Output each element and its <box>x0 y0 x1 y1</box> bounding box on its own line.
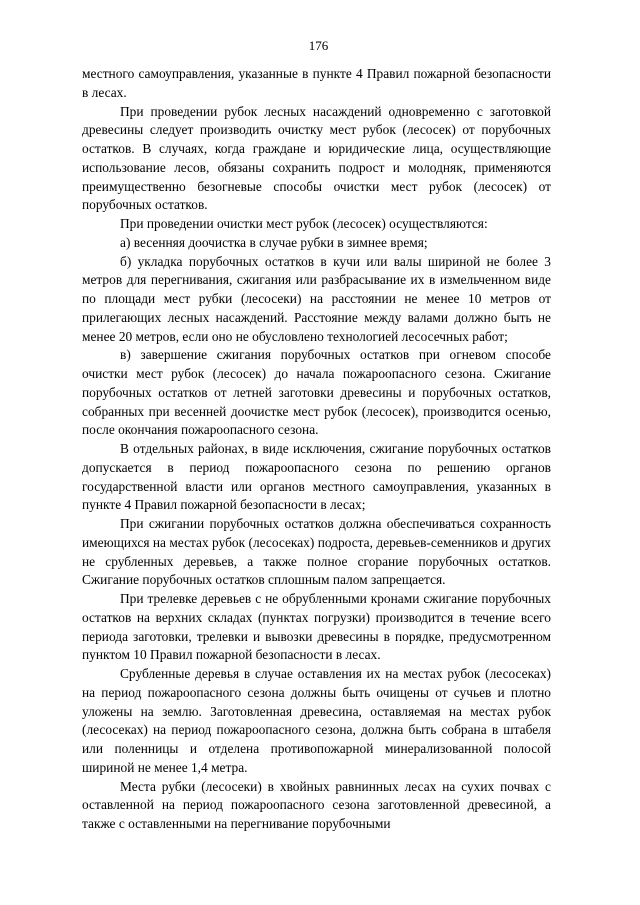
paragraph: местного самоуправления, указанные в пункте 4 Правил пожарной безопасности в лесах. <box>82 66 551 100</box>
paragraph: Срубленные деревья в случае оставления их на местах рубок (лесосеках) на период пожароопасного сезона должны быть очищены от сучьев и плотно уложены на землю. Заготовленная древесина, оставляемая на местах рубок (лесосеках) на период пожароопасного сезона, должна быть собрана в штабеля или поленницы и отделена противопожарной минерализованной полосой шириной не менее 1,4 метра. <box>82 666 551 775</box>
body-text <box>82 65 551 834</box>
list-item: а) весенняя доочистка в случае рубки в зимнее время; <box>120 234 428 250</box>
paragraph: В отдельных районах, в виде исключения, сжигание порубочных остатков допускается в период пожароопасного сезона по решению органов государственной власти или органов местного самоуправления, указанных в пункте 4 Правил пожарной безопасности в лесах; <box>82 441 551 513</box>
paragraph: При сжигании порубочных остатков должна обеспечиваться сохранность имеющихся на местах рубок (лесосеках) подроста, деревьев-семенников и других не срубленных деревьев, а также полное сгорание порубочных остатков. Сжигание порубочных остатков сплошным палом запрещается. <box>82 516 551 588</box>
paragraph: При проведении рубок лесных насаждений одновременно с заготовкой древесины следует производить очистку мест рубок (лесосек) от порубочных остатков. В случаях, когда граждане и юридические лица, осуществляющие использование лесов, обязаны сохранить подрост и молодняк, применяются преимущественно безогневые способы очистки мест рубок (лесосек) от порубочных остатков. <box>82 103 551 213</box>
paragraph: При проведении очистки мест рубок (лесосек) осуществляются: <box>120 216 488 231</box>
page-number: 176 <box>308 38 329 53</box>
list-item: в) завершение сжигания порубочных остатков при огневом способе очистки мест рубок (лесосек) до начала пожароопасного сезона. Сжигание порубочных остатков от летней заготовки древесины и порубочных остатков, собранных при весенней доочистке мест рубок (лесосек), производится осенью, после окончания пожароопасного сезона. <box>82 347 551 438</box>
list-item: б) укладка порубочных остатков в кучи или валы шириной не более 3 метров для перегнивания, сжигания или разбрасывание их в измельченном виде по площади мест рубки (лесосеки) на расстоянии не менее 10 метров от прилегающих лесных насаждений. Расстояние между валами должно быть не менее 20 метров, если оно не обусловлено технологией лесосечных работ; <box>82 253 551 344</box>
paragraph: Места рубки (лесосеки) в хвойных равнинных лесах на сухих почвах с оставленной на период пожароопасного сезона заготовленной древесиной, а также с оставленными на перегнивание порубочными <box>82 778 551 831</box>
paragraph: При трелевке деревьев с не обрубленными кронами сжигание порубочных остатков на верхних складах (пунктах погрузки) производится в течение всего периода заготовки, трелевки и вывозки древесины в порядке, предусмотренном пунктом 10 Правил пожарной безопасности в лесах. <box>82 591 551 663</box>
